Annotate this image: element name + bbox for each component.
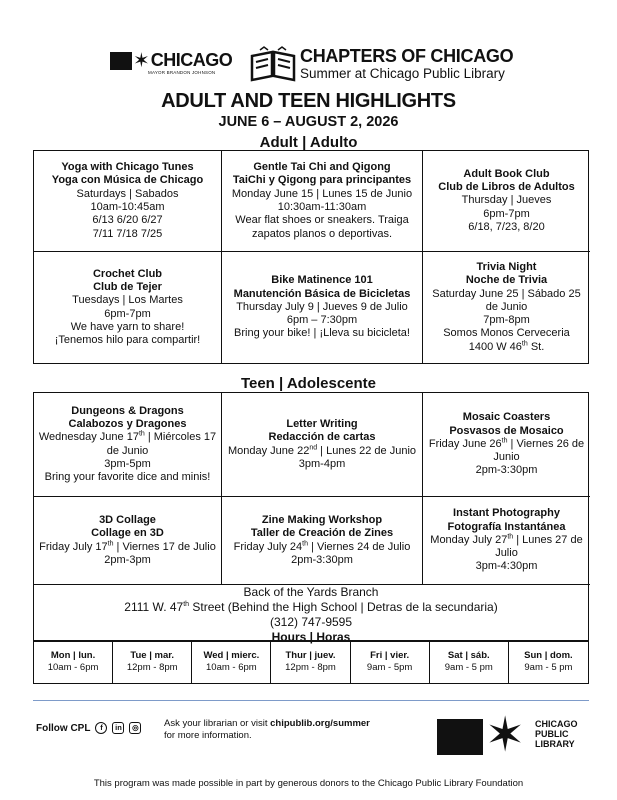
follow-label: Follow CPL [36,722,91,734]
hours-cell [271,642,350,683]
header-logos [110,44,530,84]
event-name: Club de Tejer [93,280,162,293]
date-range: JUNE 6 – AUGUST 2, 2026 [218,114,399,130]
event-detail: 10am-10:45am [90,201,165,213]
event-detail: We have yarn to share! [70,320,185,333]
teen-event-card [34,393,222,497]
event-detail: 6/13 6/20 6/27 [92,214,163,227]
teen-events-grid [33,392,589,585]
event-name: 3D Collage [99,513,156,526]
event-detail: 3pm-5pm [104,457,151,470]
branch-address: 2111 W. 47th Street (Behind the High School | Detras de la secundaria) [124,600,498,614]
hours-day: Fri | vier. [370,650,410,661]
adult-event-card [423,252,590,363]
event-name: Manutención Básica de Bicicletas [233,287,411,300]
event-detail: Saturday June 25 | Sábado 25 de Junio [432,287,581,313]
event-detail: 2pm-3:30pm [291,553,353,566]
ask-librarian [164,718,370,742]
event-name: Taller de Creación de Zines [250,527,394,540]
event-detail: Bring your bike! | ¡Lleva su bicicleta! [234,327,410,340]
event-name: Letter Writing [286,417,358,430]
event-name: Redacción de cartas [268,431,376,444]
hours-time: 9am - 5pm [366,662,413,673]
teen-event-card [423,393,590,497]
website-link[interactable]: chipublib.org/summer [270,718,370,729]
event-name: TaiChi y Qigong para principantes [232,174,412,187]
flag-block [110,52,132,70]
event-name: Adult Book Club [463,167,550,180]
event-name: Noche de Trivia [465,274,548,287]
hours-time: 12pm - 8pm [285,662,336,673]
footer-note: This program was made possible in part by generous donors to the Chicago Public Library Foundation [93,778,524,789]
page-title: ADULT AND TEEN HIGHLIGHTS [161,90,456,112]
adult-heading: Adult | Adulto [259,134,358,151]
event-name: Gentle Tai Chi and Qigong [253,161,391,174]
event-name: Yoga con Música de Chicago [51,174,204,187]
ask-prefix: Ask your librarian or visit [164,718,271,729]
hours-cell [192,642,271,683]
star-icon: ✶ [133,49,150,72]
cpl-line: PUBLIC [535,729,569,739]
event-detail: 3pm-4:30pm [475,560,538,573]
hours-time: 9am - 5 pm [444,662,493,673]
cpl-wordmark [535,719,578,749]
adult-events-grid [33,150,589,364]
cpl-line: LIBRARY [535,739,575,749]
event-detail: 6pm-7pm [104,307,151,320]
facebook-icon[interactable]: f [95,722,107,734]
event-detail: 2pm-3:30pm [475,464,538,477]
event-detail: Friday June 26th | Viernes 26 de Junio [428,437,585,464]
hours-heading: Hours | Horas [271,630,351,644]
chapters-title: CHAPTERS OF CHICAGO [300,46,514,66]
event-detail: 6pm-7pm [483,207,530,220]
event-detail: ¡Tenemos hilo para compartir! [54,334,201,347]
book-icon [250,46,296,82]
event-detail: Monday July 27th | Lunes 27 de Julio [430,533,583,560]
event-detail: Monday June 15 | Lunes 15 de Junio [231,187,413,200]
event-detail: Saturdays | Sabados [76,187,179,200]
event-name: Dungeons & Dragons [71,404,184,417]
hours-time: 10am - 6pm [47,662,99,673]
event-detail: Wednesday June 17th | Miércoles 17 de Junio [38,430,217,457]
event-name: Zine Making Workshop [261,513,383,526]
adult-event-card [34,252,222,363]
hours-cell [113,642,192,683]
event-name: Fotografía Instantánea [447,520,566,533]
adult-event-card [222,151,423,252]
city-of-chicago-logo [110,49,233,75]
mayor-name: MAYOR BRANDON JOHNSON [148,70,216,75]
event-detail: Friday July 17th | Viernes 17 de Julio [39,539,216,553]
instagram-icon[interactable]: ◎ [129,722,141,734]
event-name: Collage en 3D [91,527,164,540]
hours-day: Tue | mar. [130,650,175,661]
hours-table [34,640,588,683]
event-name: Calabozos y Dragones [68,417,187,430]
adult-event-card [34,151,222,252]
event-detail: 7/11 7/18 7/25 [92,227,163,240]
event-name: Trivia Night [476,260,537,273]
chapters-subtitle: Summer at Chicago Public Library [300,66,505,81]
event-detail: 6pm – 7:30pm [286,314,358,327]
event-name: Mosaic Coasters [462,411,551,424]
hours-cell [430,642,509,683]
branch-name: Back of the Yards Branch [243,585,379,599]
event-detail: 2pm-3pm [104,553,151,566]
event-detail: 3pm-4pm [298,457,346,470]
adult-event-card [222,252,423,363]
teen-heading: Teen | Adolescente [240,375,377,392]
event-name: Posvasos de Mosaico [449,424,564,437]
hours-cell [34,642,113,683]
hours-day: Sat | sáb. [447,650,490,661]
event-name: Club de Libros de Adultos [438,181,575,194]
teen-event-card [222,393,423,497]
event-detail: 1400 W 46th St. [468,340,545,353]
hours-time: 9am - 5 pm [524,662,573,673]
chicago-public-library-logo [437,709,587,762]
teen-event-card [423,497,590,585]
event-name: Bike Matinence 101 [271,274,373,287]
teen-event-card [222,497,423,585]
hours-day: Thur | juev. [285,650,336,661]
follow-cpl [36,722,141,734]
cpl-line: CHICAGO [535,719,578,729]
event-detail: Tuesdays | Los Martes [72,294,183,307]
linkedin-icon[interactable]: in [112,722,124,734]
hours-time: 12pm - 8pm [126,662,178,673]
hours-day: Sun | dom. [524,650,573,661]
hours-cell [509,642,588,683]
branch-phone: (312) 747-9595 [269,615,353,629]
adult-event-card [423,151,590,252]
hours-cell [351,642,430,683]
event-name: Crochet Club [92,267,163,280]
hours-day: Mon | lun. [50,650,96,661]
event-detail: Somos Monos Cerveceria [443,327,570,340]
event-detail: Friday July 24th | Viernes 24 de Julio [233,539,411,553]
event-detail: 6/18, 7/23, 8/20 [468,220,545,233]
event-name: Yoga with Chicago Tunes [61,161,194,174]
ask-suffix: for more information. [164,730,252,741]
hours-day: Wed | mierc. [203,650,260,661]
branch-info [33,584,589,684]
event-detail: 7pm-8pm [483,314,530,327]
event-detail: Monday June 22nd | Lunes 22 de Junio [227,443,417,457]
chicago-wordmark: CHICAGO [150,50,233,70]
teen-event-card [34,497,222,585]
star-icon: ✶ [485,709,526,762]
event-detail: Thursday July 9 | Jueves 9 de Julio [236,300,408,313]
event-name: Instant Photography [453,507,560,520]
divider [33,700,589,701]
event-detail: 10:30am-11:30am [277,201,367,213]
event-detail: Thursday | Jueves [461,194,552,207]
logo-block [437,719,483,755]
event-detail: Bring your favorite dice and minis! [44,471,211,484]
event-detail: Wear flat shoes or sneakers. Traiga zapatos planos o deportivas. [235,214,409,240]
hours-time: 10am - 6pm [206,662,257,673]
